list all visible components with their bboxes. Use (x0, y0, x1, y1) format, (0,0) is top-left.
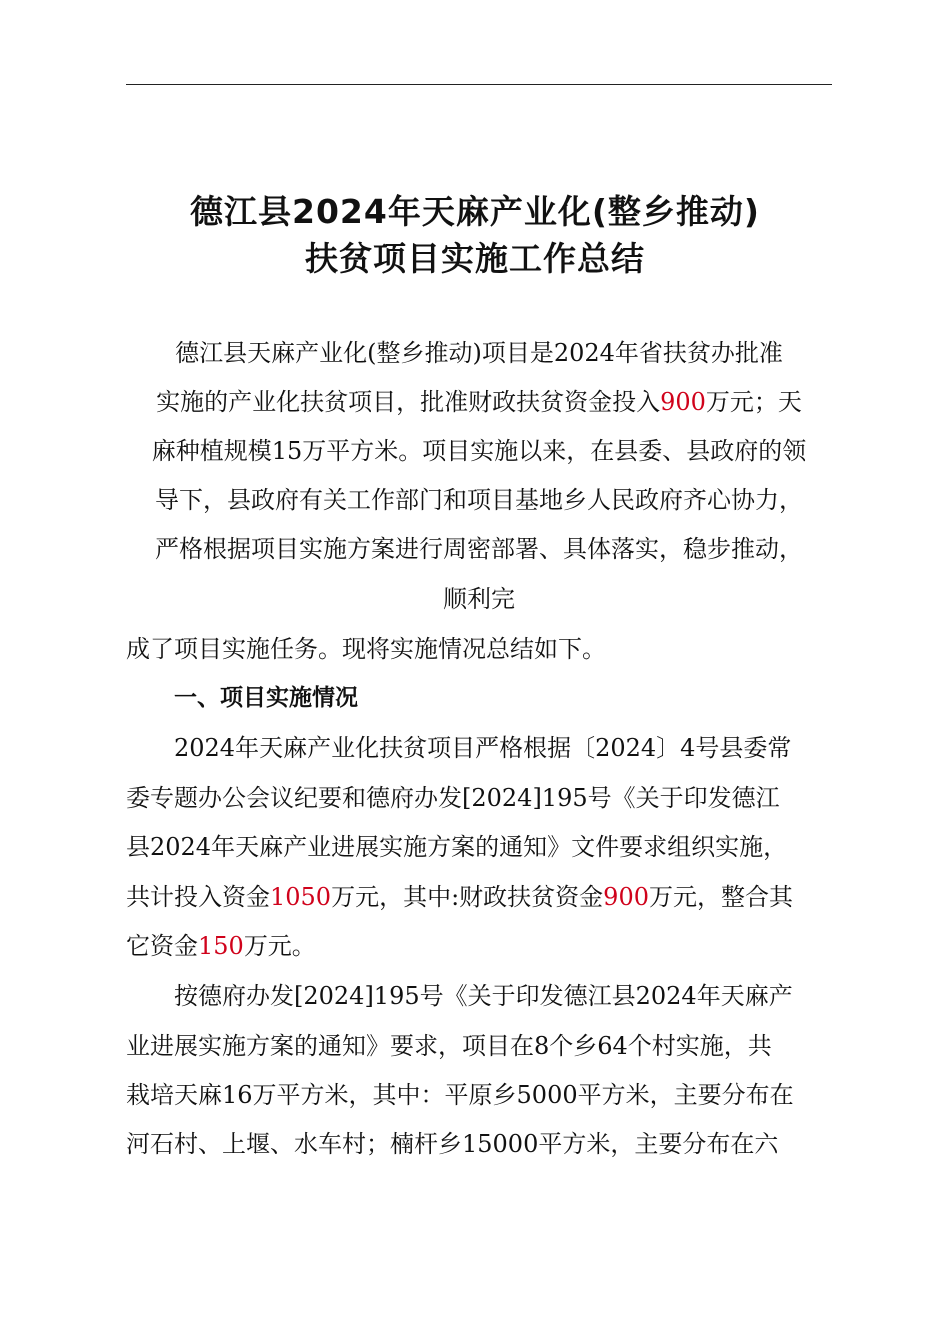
intro-line-2-text-b: 万元；天 (705, 388, 802, 416)
intro-line-5: 严格根据项目实施方案进行周密部署、具体落实，稳步推动， (155, 535, 803, 563)
p1-line-2: 委专题办公会议纪要和德府办发[2024]195号《关于印发德江 (126, 784, 780, 812)
p1-line-5 (126, 931, 316, 961)
p2-line-4: 河石村、上堰、水车村；楠杆乡15000平方米，主要分布在六 (126, 1130, 779, 1158)
fiscal-fund-amount-2: 900 (603, 883, 649, 911)
intro-line-6: 顺利完 (443, 585, 515, 613)
intro-line-2-text-a: 实施的产业化扶贫项目，批准财政扶贫资金投入 (156, 388, 661, 416)
total-fund-amount: 1050 (270, 883, 332, 911)
p1-line-4-text-c: 万元，整合其 (648, 883, 793, 911)
intro-line-3: 麻种植规模15万平方米。项目实施以来，在县委、县政府的领 (151, 437, 807, 465)
p1-line-5-text-a: 它资金 (126, 932, 198, 960)
header-rule (126, 84, 832, 85)
p1-line-1: 2024年天麻产业化扶贫项目严格根据〔2024〕4号县委常 (174, 734, 792, 762)
document-title-line-1: 德江县2024年天麻产业化(整乡推动) (189, 192, 760, 231)
p1-line-5-text-b: 万元。 (243, 932, 316, 960)
intro-line-7: 成了项目实施任务。现将实施情况总结如下。 (126, 635, 606, 663)
p1-line-4-text-b: 万元，其中:财政扶贫资金 (331, 883, 604, 911)
p1-line-3: 县2024年天麻产业进展实施方案的通知》文件要求组织实施， (126, 833, 788, 861)
p2-line-3: 栽培天麻16万平方米，其中：平原乡5000平方米，主要分布在 (126, 1081, 794, 1109)
p2-line-2: 业进展实施方案的通知》要求，项目在8个乡64个村实施，共 (126, 1032, 772, 1060)
fiscal-fund-amount: 900 (660, 388, 706, 416)
p2-line-1: 按德府办发[2024]195号《关于印发德江县2024年天麻产 (174, 982, 793, 1010)
section-heading-1: 一、项目实施情况 (174, 685, 358, 711)
p1-line-4 (126, 882, 793, 912)
intro-line-4: 导下，县政府有关工作部门和项目基地乡人民政府齐心协力， (155, 486, 803, 514)
p1-line-4-text-a: 共计投入资金 (126, 883, 270, 911)
other-fund-amount: 150 (198, 932, 244, 960)
intro-line-1: 德江县天麻产业化(整乡推动)项目是2024年省扶贫办批准 (175, 339, 783, 367)
document-title-line-2: 扶贫项目实施工作总结 (305, 239, 645, 278)
intro-line-2 (126, 387, 832, 417)
